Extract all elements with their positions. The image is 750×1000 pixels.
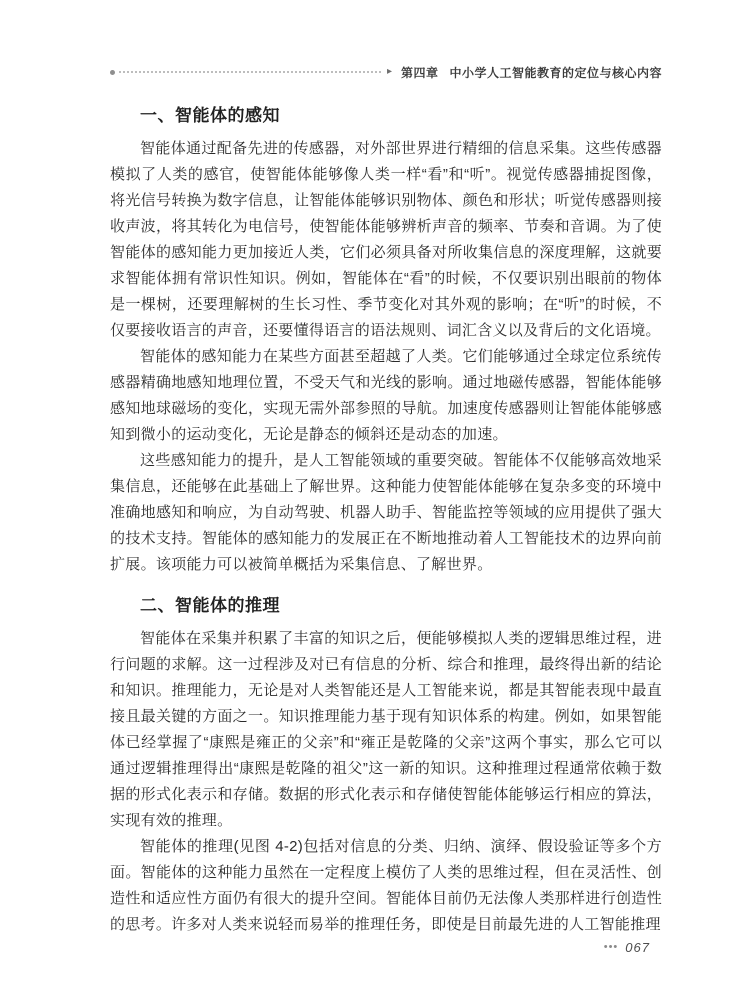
paragraph: 智能体在采集并积累了丰富的知识之后，便能够模拟人类的逻辑思维过程，进行问题的求解。这一过程涉及对已有信息的分析、综合和推理，最终得出新的结论和知识。推理能力，无论是对人类智能还是人工智能来说，都是其智能表现中最直接且最关键的方面之一。知识推理能力基于现有知识体系的构建。例如，如果智能体已经掌握了“康熙是雍正的父亲”和“雍正是乾隆的父亲”这两个事实，那么它可以通过逻辑推理得出“康熙是乾隆的祖父”这一新的知识。这种推理过程通常依赖于数据的形式化表示和存储。数据的形式化表示和存储使智能体能够运行相应的算法，实现有效的推理。 — [110, 630, 662, 829]
paragraph: 智能体的感知能力在某些方面甚至超越了人类。它们能够通过全球定位系统传感器精确地感知地理位置，不受天气和光线的影响。通过地磁传感器，智能体能够感知地球磁场的变化，实现无需外部参照的导航。加速度传感器则让智能体能够感知到微小的运动变化，无论是静态的倾斜还是动态的加速。 — [110, 348, 662, 443]
section-perception — [110, 103, 662, 578]
header-chapter-label: 第四章 — [400, 65, 439, 80]
page-content — [110, 80, 662, 938]
section-heading: 二、智能体的推理 — [140, 596, 280, 615]
header-arrow-icon: ▸ — [386, 66, 392, 77]
footer-dots-icon: ••• — [603, 941, 619, 953]
paragraph: 这些感知能力的提升，是人工智能领域的重要突破。智能体不仅能够高效地采集信息，还能够在此基础上了解世界。这种能力使智能体能够在复杂多变的环境中准确地感知和响应，为自动驾驶、机器人助手、智能监控等领域的应用提供了强大的技术支持。智能体的感知能力的发展正在不断地推动着人工智能技术的边界向前扩展。该项能力可以被简单概括为采集信息、了解世界。 — [110, 452, 662, 573]
page-footer — [604, 941, 650, 954]
header-bullet-icon — [110, 70, 115, 75]
section-heading: 一、智能体的感知 — [140, 106, 280, 125]
paragraph: 智能体通过配备先进的传感器，对外部世界进行精细的信息采集。这些传感器模拟了人类的感官，使智能体能够像人类一样“看”和“听”。视觉传感器捕捉图像，将光信号转换为数字信息，让智能体能够识别物体、颜色和形状；听觉传感器则接收声波，将其转化为电信号，使智能体能够辨析声音的频率、节奏和音调。为了使智能体的感知能力更加接近人类，它们必须具备对所收集信息的深度理解，这就要求智能体拥有常识性知识。例如，智能体在“看”的时候，不仅要识别出眼前的物体是一棵树，还要理解树的生长习性、季节变化对其外观的影响；在“听”的时候，不仅要接收语言的声音，还要懂得语言的语法规则、词汇含义以及背后的文化语境。 — [110, 140, 662, 339]
header-dotted-line — [119, 71, 381, 73]
section-reasoning — [110, 593, 662, 938]
paragraph: 智能体的推理(见图 4-2)包括对信息的分类、归纳、演绎、假设验证等多个方面。智能体的这种能力虽然在一定程度上模仿了人类的思维过程，但在灵活性、创造性和适应性方面仍有很大的提升空间。智能体目前仍无法像人类那样进行创造性的思考。许多对人类来说轻而易举的推理任务，即使是目前最先进的人工智能推理 — [110, 838, 662, 933]
page-number: 067 — [625, 940, 650, 955]
page-header — [110, 64, 662, 80]
header-chapter-title: 中小学人工智能教育的定位与核心内容 — [449, 65, 662, 80]
